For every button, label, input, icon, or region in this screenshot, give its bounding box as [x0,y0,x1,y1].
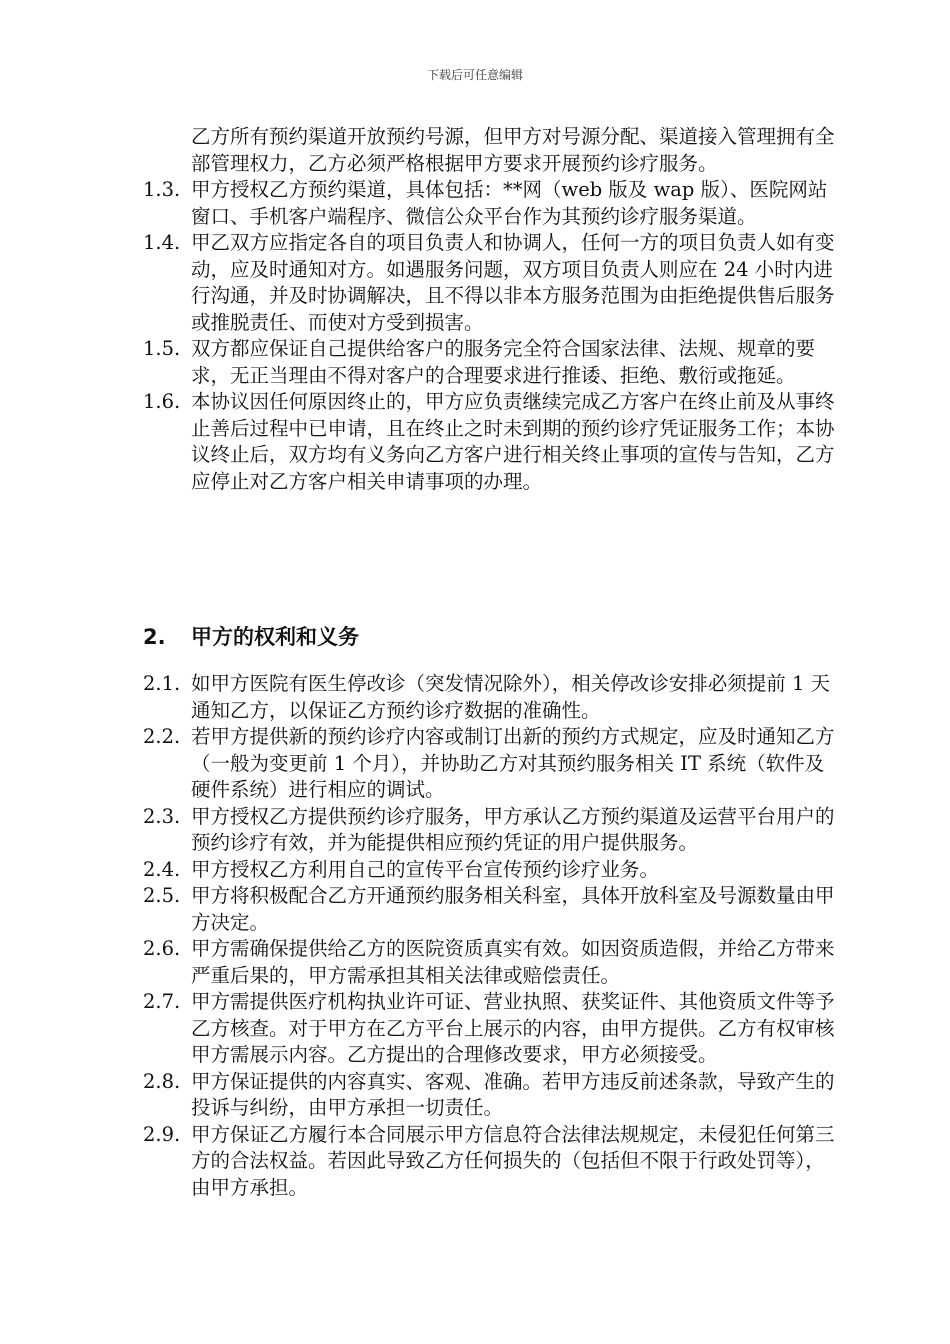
clause-text: 甲方需确保提供给乙方的医院资质真实有效。如因资质造假，并给乙方带来严重后果的，甲方需承担其相关法律或赔偿责任。 [191,937,835,987]
clause-2-1 [143,671,843,724]
clause-2-3 [143,804,843,857]
clause-number: 1.5. [143,337,181,360]
section-title: 甲方的权利和义务 [191,625,359,649]
clause-2-9 [143,1122,843,1202]
section-2-heading [143,621,359,651]
clause-text: 本协议因任何原因终止的，甲方应负责继续完成乙方客户在终止前及从事终止善后过程中已申请，且在终止之时未到期的预约诊疗凭证服务工作；本协议终止后，双方均有义务向乙方客户进行相关终止事项的宣传与告知，乙方应停止对乙方客户相关申请事项的办理。 [191,390,835,493]
clause-number: 1.3. [143,178,181,201]
clause-text: 甲方授权乙方利用自己的宣传平台宣传预约诊疗业务。 [191,857,660,881]
clause-number: 2.5. [143,884,181,907]
section-1-block [143,124,843,495]
clause-2-4 [143,857,843,884]
clause-number: 2.8. [143,1069,181,1093]
clause-number: 2.1. [143,672,181,695]
clause-1-5 [143,336,843,389]
clause-text: 甲方保证乙方履行本合同展示甲方信息符合法律法规规定，未侵犯任何第三方的合法权益。若因此导致乙方任何损失的（包括但不限于行政处罚等），由甲方承担。 [191,1122,835,1199]
clause-1-4 [143,230,843,336]
clause-number: 2.4. [143,857,181,881]
section-2-block [143,671,843,1201]
section-number: 2. [143,625,166,649]
clause-2-8 [143,1069,843,1122]
clause-2-6 [143,936,843,989]
clause-number: 2.9. [143,1122,181,1146]
clause-text: 甲方授权乙方预约渠道，具体包括：**网（web 版及 wap 版）、医院网站窗口、手机客户端程序、微信公众平台作为其预约诊疗服务渠道。 [191,178,828,228]
clause-number: 2.3. [143,804,181,828]
clause-text: 甲方保证提供的内容真实、客观、准确。若甲方违反前述条款，导致产生的投诉与纠纷，由甲方承担一切责任。 [191,1069,835,1119]
clause-text: 若甲方提供新的预约诊疗内容或制订出新的预约方式规定，应及时通知乙方（一般为变更前 1 个月），并协助乙方对其预约服务相关 IT 系统（软件及硬件系统）进行相应的调试。 [191,725,835,801]
clause-text: 甲方授权乙方提供预约诊疗服务，甲方承认乙方预约渠道及运营平台用户的预约诊疗有效，并为能提供相应预约凭证的用户提供服务。 [191,804,835,854]
clause-number: 1.6. [143,390,181,413]
clause-text: 如甲方医院有医生停改诊（突发情况除外），相关停改诊安排必须提前 1 天通知乙方，以保证乙方预约诊疗数据的准确性。 [191,672,831,722]
clause-2-5 [143,883,843,936]
clause-number: 2.6. [143,937,181,960]
clause-text: 甲方将积极配合乙方开通预约服务相关科室，具体开放科室及号源数量由甲方决定。 [191,884,835,934]
continuation-paragraph: 乙方所有预约渠道开放预约号源，但甲方对号源分配、渠道接入管理拥有全部管理权力，乙方必须严格根据甲方要求开展预约诊疗服务。 [191,125,835,175]
clause-text: 甲乙双方应指定各自的项目负责人和协调人，任何一方的项目负责人如有变动，应及时通知对方。如遇服务问题，双方项目负责人则应在 24 小时内进行沟通，并及时协调解决，且不得以非本方服务范围为由拒绝提供售后服务或推脱责任、而使对方受到损害。 [191,231,835,334]
clause-1-3 [143,177,843,230]
clause-2-7 [143,989,843,1069]
clause-text: 双方都应保证自己提供给客户的服务完全符合国家法律、法规、规章的要求，无正当理由不得对客户的合理要求进行推诿、拒绝、敷衍或拖延。 [191,337,816,387]
clause-2-2 [143,724,843,804]
clause-1-6 [143,389,843,495]
clause-number: 2.7. [143,990,181,1013]
page-header: 下载后可任意编辑 [426,68,523,82]
clause-text: 甲方需提供医疗机构执业许可证、营业执照、获奖证件、其他资质文件等予乙方核查。对于甲方在乙方平台上展示的内容，由甲方提供。乙方有权审核甲方需展示内容。乙方提出的合理修改要求，甲方必须接受。 [191,990,835,1066]
clause-number: 2.2. [143,725,181,748]
clause-number: 1.4. [143,231,181,254]
